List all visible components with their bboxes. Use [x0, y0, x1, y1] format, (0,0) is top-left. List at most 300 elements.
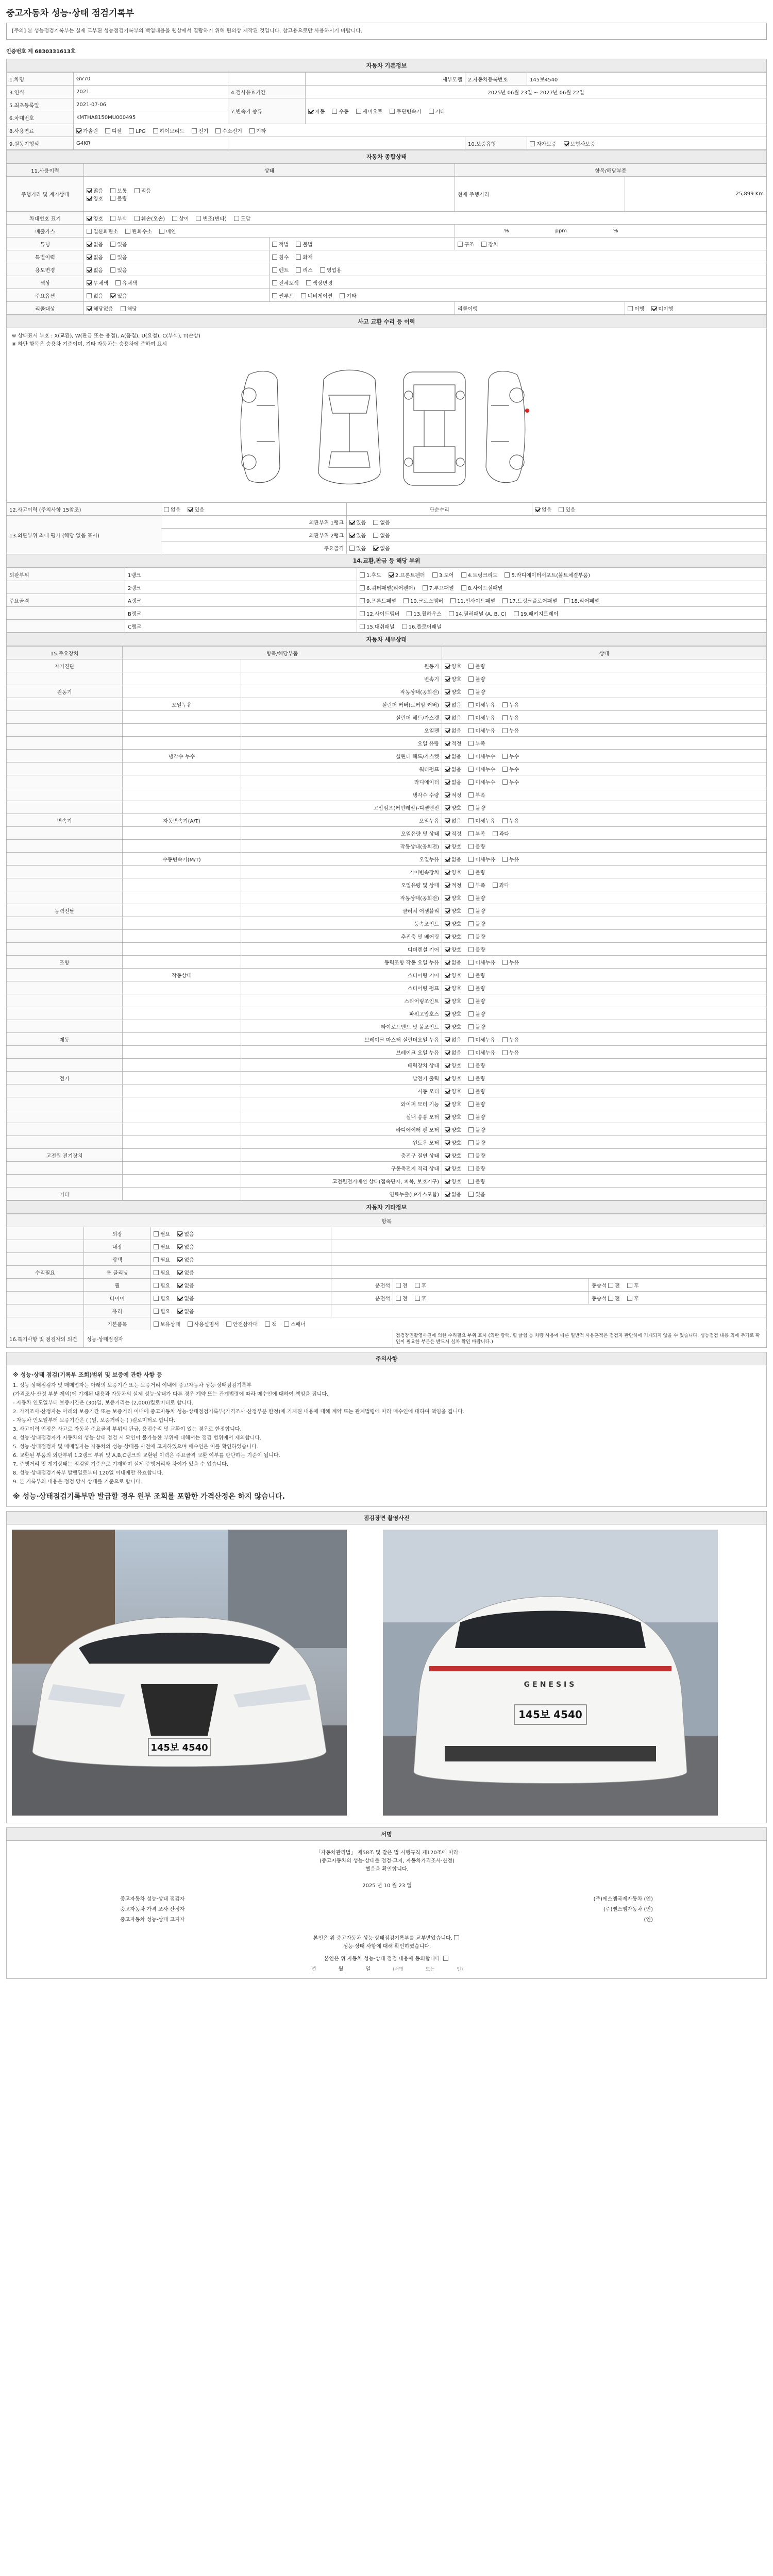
option-d-10-1[interactable] [468, 791, 485, 799]
checkbox-icon[interactable] [445, 1076, 450, 1081]
option-d-17-0[interactable] [445, 881, 461, 889]
checkbox-icon[interactable] [177, 1244, 182, 1249]
option-d-13-0[interactable] [445, 829, 461, 837]
checkbox-icon[interactable] [468, 779, 474, 785]
option-d-40-1[interactable] [468, 1177, 485, 1185]
checkbox-icon[interactable] [172, 216, 177, 221]
option-d-7-2[interactable] [502, 752, 519, 760]
checkbox-icon[interactable] [87, 267, 92, 273]
option-g-r4c-0[interactable] [458, 240, 474, 248]
option-d-31-1[interactable] [468, 1061, 485, 1069]
checkbox-icon[interactable] [445, 1127, 450, 1132]
checkbox-icon[interactable] [651, 306, 657, 311]
option-d-35-1[interactable] [468, 1113, 485, 1121]
checkbox-icon[interactable] [468, 1153, 474, 1158]
option-h-acc-1[interactable] [188, 505, 204, 513]
checkbox-icon[interactable] [502, 598, 508, 603]
checkbox-icon[interactable] [135, 216, 140, 221]
checkbox-icon[interactable] [449, 611, 454, 616]
option-h-rank2-1[interactable] [373, 531, 390, 539]
checkbox-icon[interactable] [265, 1321, 270, 1327]
option-o-3-1[interactable] [177, 1268, 194, 1276]
option-h-rank1-1[interactable] [373, 518, 390, 526]
checkbox-icon[interactable] [445, 908, 450, 913]
checkbox-icon[interactable] [110, 196, 115, 201]
option-d-11-0[interactable] [445, 804, 461, 811]
option-g-r9d-0[interactable] [628, 304, 644, 312]
checkbox-icon[interactable] [445, 664, 450, 669]
option-g-r1-0[interactable] [87, 194, 103, 202]
checkbox-icon[interactable] [445, 1153, 450, 1158]
checkbox-icon[interactable] [445, 870, 450, 875]
option-g-r6b-1[interactable] [296, 266, 312, 274]
option-d-41-1[interactable] [468, 1190, 485, 1198]
checkbox-icon[interactable] [468, 792, 474, 798]
option-d-14-0[interactable] [445, 842, 461, 850]
checkbox-icon[interactable] [535, 507, 540, 512]
option-d-13-2[interactable] [493, 829, 509, 837]
checkbox-icon[interactable] [135, 188, 140, 193]
option-fuel-opts-1[interactable] [105, 127, 122, 134]
option-g-r2-3[interactable] [172, 214, 189, 222]
option-g-r7b-0[interactable] [272, 279, 299, 286]
checkbox-icon[interactable] [153, 128, 158, 133]
checkbox-icon[interactable] [272, 242, 277, 247]
checkbox-icon[interactable] [87, 280, 92, 285]
checkbox-icon[interactable] [154, 1231, 159, 1236]
checkbox-icon[interactable] [356, 109, 361, 114]
option-d-38-0[interactable] [445, 1151, 461, 1159]
option-p-4-1[interactable] [407, 609, 442, 617]
option-p-3-1[interactable] [404, 597, 443, 604]
checkbox-icon[interactable] [306, 280, 311, 285]
checkbox-icon[interactable] [468, 728, 474, 733]
checkbox-icon[interactable] [461, 572, 466, 578]
option-d-22-1[interactable] [468, 945, 485, 953]
checkbox-icon[interactable] [468, 934, 474, 939]
option-o-4-1[interactable] [177, 1281, 194, 1289]
checkbox-icon[interactable] [87, 216, 92, 221]
checkbox-icon[interactable] [468, 676, 474, 682]
checkbox-icon[interactable] [502, 702, 508, 707]
checkbox-icon[interactable] [468, 741, 474, 746]
checkbox-icon[interactable] [296, 255, 301, 260]
checkbox-icon[interactable] [445, 792, 450, 798]
checkbox-icon[interactable] [154, 1244, 159, 1249]
option-g-r4c-1[interactable] [481, 240, 498, 248]
option-d-32-0[interactable] [445, 1074, 461, 1082]
checkbox-icon[interactable] [445, 1037, 450, 1042]
checkbox-icon[interactable] [154, 1257, 159, 1262]
option-d-12-1[interactable] [468, 817, 495, 824]
checkbox-icon[interactable] [320, 267, 325, 273]
option-p-1-2[interactable] [432, 571, 454, 579]
option-d-19-0[interactable] [445, 907, 461, 914]
option-d-9-2[interactable] [502, 778, 519, 786]
option-d-40-0[interactable] [445, 1177, 461, 1185]
checkbox-icon[interactable] [514, 611, 519, 616]
checkbox-icon[interactable] [308, 109, 313, 114]
checkbox-icon[interactable] [177, 1270, 182, 1275]
checkbox-icon[interactable] [445, 715, 450, 720]
option-g-r7a-1[interactable] [115, 279, 137, 286]
checkbox-icon[interactable] [429, 109, 434, 114]
checkbox-icon[interactable] [445, 689, 450, 694]
checkbox-icon[interactable] [432, 572, 438, 578]
checkbox-icon[interactable] [445, 779, 450, 785]
option-d-7-0[interactable] [445, 752, 461, 760]
checkbox-icon[interactable] [458, 242, 463, 247]
option-g-r2-5[interactable] [234, 214, 250, 222]
checkbox-icon[interactable] [468, 1076, 474, 1081]
checkbox-icon[interactable] [468, 754, 474, 759]
checkbox-icon[interactable] [445, 921, 450, 926]
option-warr-opts-1[interactable] [564, 140, 595, 147]
option-g-r6a-0[interactable] [87, 266, 103, 274]
checkbox-icon[interactable] [493, 883, 498, 888]
option-o-5a-1[interactable] [415, 1294, 427, 1302]
option-g-r9a-0[interactable] [87, 304, 113, 312]
option-d-1-1[interactable] [468, 675, 485, 683]
option-o-6-1[interactable] [177, 1307, 194, 1315]
checkbox-icon[interactable] [76, 128, 81, 133]
option-d-25-0[interactable] [445, 984, 461, 992]
checkbox-icon[interactable] [154, 1283, 159, 1288]
checkbox-icon[interactable] [468, 1011, 474, 1016]
checkbox-icon[interactable] [373, 533, 378, 538]
option-o-5-0[interactable] [154, 1294, 170, 1302]
checkbox-icon[interactable] [468, 1089, 474, 1094]
option-d-23-1[interactable] [468, 958, 495, 966]
checkbox-icon[interactable] [445, 676, 450, 682]
option-g-r9d-1[interactable] [651, 304, 673, 312]
option-h-acc-0[interactable] [164, 505, 180, 513]
option-g-r8b-2[interactable] [340, 292, 356, 299]
checkbox-icon[interactable] [450, 598, 456, 603]
option-o-5-1[interactable] [177, 1294, 194, 1302]
checkbox-icon[interactable] [340, 293, 345, 298]
checkbox-icon[interactable] [407, 611, 412, 616]
option-d-15-0[interactable] [445, 855, 461, 863]
checkbox-icon[interactable] [468, 767, 474, 772]
receive-checkbox[interactable] [454, 1935, 459, 1940]
option-o-basic-0[interactable] [154, 1320, 180, 1328]
option-d-17-2[interactable] [493, 881, 509, 889]
checkbox-icon[interactable] [404, 598, 409, 603]
option-g-r4a-0[interactable] [87, 240, 103, 248]
option-o-6-0[interactable] [154, 1307, 170, 1315]
option-d-28-0[interactable] [445, 1023, 461, 1030]
checkbox-icon[interactable] [445, 1114, 450, 1120]
option-h-rank1-0[interactable] [349, 518, 366, 526]
option-g-r7a-0[interactable] [87, 279, 108, 286]
option-o-basic-3[interactable] [265, 1320, 277, 1328]
option-d-4-2[interactable] [502, 714, 519, 721]
checkbox-icon[interactable] [192, 128, 197, 133]
checkbox-icon[interactable] [360, 598, 365, 603]
option-p-2-1[interactable] [423, 584, 454, 591]
option-d-26-1[interactable] [468, 997, 485, 1005]
option-d-24-0[interactable] [445, 971, 461, 979]
checkbox-icon[interactable] [87, 242, 92, 247]
checkbox-icon[interactable] [87, 306, 92, 311]
option-d-41-0[interactable] [445, 1190, 461, 1198]
option-d-21-1[interactable] [468, 933, 485, 940]
checkbox-icon[interactable] [468, 1127, 474, 1132]
checkbox-icon[interactable] [249, 128, 255, 133]
option-d-18-1[interactable] [468, 894, 485, 902]
checkbox-icon[interactable] [445, 728, 450, 733]
option-d-15-2[interactable] [502, 855, 519, 863]
option-fuel-opts-3[interactable] [153, 127, 184, 134]
option-d-31-0[interactable] [445, 1061, 461, 1069]
checkbox-icon[interactable] [627, 1296, 632, 1301]
checkbox-icon[interactable] [87, 196, 92, 201]
checkbox-icon[interactable] [468, 664, 474, 669]
option-p-1-3[interactable] [461, 571, 498, 579]
option-g-r5a-1[interactable] [110, 253, 127, 261]
checkbox-icon[interactable] [502, 1037, 508, 1042]
option-g-r5a-0[interactable] [87, 253, 103, 261]
checkbox-icon[interactable] [110, 188, 115, 193]
option-d-0-0[interactable] [445, 662, 461, 670]
option-d-3-0[interactable] [445, 701, 461, 708]
checkbox-icon[interactable] [226, 1321, 231, 1327]
checkbox-icon[interactable] [445, 805, 450, 810]
option-d-37-0[interactable] [445, 1139, 461, 1146]
checkbox-icon[interactable] [468, 986, 474, 991]
checkbox-icon[interactable] [177, 1283, 182, 1288]
option-d-20-0[interactable] [445, 920, 461, 927]
option-d-24-1[interactable] [468, 971, 485, 979]
checkbox-icon[interactable] [468, 1024, 474, 1029]
option-d-9-0[interactable] [445, 778, 461, 786]
option-g-r8b-0[interactable] [272, 292, 294, 299]
option-d-23-0[interactable] [445, 958, 461, 966]
checkbox-icon[interactable] [272, 267, 277, 273]
option-g-r1-2[interactable] [135, 187, 151, 194]
option-p-2-0[interactable] [360, 584, 415, 591]
checkbox-icon[interactable] [154, 1321, 159, 1327]
checkbox-icon[interactable] [502, 767, 508, 772]
checkbox-icon[interactable] [445, 960, 450, 965]
option-d-32-1[interactable] [468, 1074, 485, 1082]
option-h-simple-0[interactable] [535, 505, 551, 513]
checkbox-icon[interactable] [445, 1024, 450, 1029]
checkbox-icon[interactable] [445, 1063, 450, 1068]
checkbox-icon[interactable] [105, 128, 110, 133]
checkbox-icon[interactable] [530, 141, 535, 146]
option-d-12-0[interactable] [445, 817, 461, 824]
checkbox-icon[interactable] [445, 998, 450, 1004]
option-d-37-1[interactable] [468, 1139, 485, 1146]
checkbox-icon[interactable] [115, 280, 121, 285]
option-d-10-0[interactable] [445, 791, 461, 799]
option-d-34-0[interactable] [445, 1100, 461, 1108]
checkbox-icon[interactable] [296, 242, 301, 247]
checkbox-icon[interactable] [301, 293, 306, 298]
checkbox-icon[interactable] [468, 844, 474, 849]
option-g-r6a-1[interactable] [110, 266, 127, 274]
checkbox-icon[interactable] [284, 1321, 289, 1327]
option-d-8-2[interactable] [502, 765, 519, 773]
option-g-r1-0[interactable] [87, 187, 103, 194]
checkbox-icon[interactable] [215, 128, 221, 133]
option-g-r2-1[interactable] [110, 214, 127, 222]
option-o-4a-1[interactable] [415, 1281, 427, 1289]
checkbox-icon[interactable] [423, 585, 428, 590]
option-d-18-0[interactable] [445, 894, 461, 902]
option-o-4a-0[interactable] [396, 1281, 408, 1289]
option-d-35-0[interactable] [445, 1113, 461, 1121]
option-h-simple-1[interactable] [559, 505, 575, 513]
option-d-8-0[interactable] [445, 765, 461, 773]
option-trans-opts-1[interactable] [332, 107, 348, 115]
checkbox-icon[interactable] [445, 947, 450, 952]
option-d-11-1[interactable] [468, 804, 485, 811]
checkbox-icon[interactable] [415, 1296, 420, 1301]
option-g-r8a-1[interactable] [110, 292, 127, 299]
checkbox-icon[interactable] [177, 1231, 182, 1236]
option-d-29-0[interactable] [445, 1036, 461, 1043]
checkbox-icon[interactable] [445, 1089, 450, 1094]
checkbox-icon[interactable] [272, 255, 277, 260]
checkbox-icon[interactable] [445, 1011, 450, 1016]
checkbox-icon[interactable] [493, 831, 498, 836]
option-d-19-1[interactable] [468, 907, 485, 914]
checkbox-icon[interactable] [468, 702, 474, 707]
checkbox-icon[interactable] [445, 831, 450, 836]
checkbox-icon[interactable] [445, 973, 450, 978]
option-g-r6b-0[interactable] [272, 266, 289, 274]
checkbox-icon[interactable] [502, 857, 508, 862]
option-d-0-1[interactable] [468, 662, 485, 670]
option-g-r3-1[interactable] [125, 227, 152, 235]
checkbox-icon[interactable] [360, 624, 365, 629]
option-fuel-opts-4[interactable] [192, 127, 208, 134]
option-o-5b-1[interactable] [627, 1294, 639, 1302]
option-d-2-1[interactable] [468, 688, 485, 696]
option-o-basic-4[interactable] [284, 1320, 306, 1328]
option-trans-opts-2[interactable] [356, 107, 383, 115]
checkbox-icon[interactable] [481, 242, 486, 247]
option-o-2-0[interactable] [154, 1256, 170, 1263]
checkbox-icon[interactable] [188, 1321, 193, 1327]
option-d-38-1[interactable] [468, 1151, 485, 1159]
option-warr-opts-0[interactable] [530, 140, 557, 147]
option-d-16-0[interactable] [445, 868, 461, 876]
option-g-r1-1[interactable] [110, 194, 127, 202]
checkbox-icon[interactable] [154, 1296, 159, 1301]
checkbox-icon[interactable] [332, 109, 337, 114]
option-o-1-1[interactable] [177, 1243, 194, 1250]
checkbox-icon[interactable] [445, 1101, 450, 1107]
option-p-4-0[interactable] [360, 609, 399, 617]
option-o-basic-1[interactable] [188, 1320, 219, 1328]
option-g-r6b-2[interactable] [320, 266, 342, 274]
checkbox-icon[interactable] [468, 818, 474, 823]
option-o-4b-0[interactable] [608, 1281, 620, 1289]
option-fuel-opts-2[interactable] [129, 128, 145, 134]
checkbox-icon[interactable] [468, 1192, 474, 1197]
option-o-5b-0[interactable] [608, 1294, 620, 1302]
checkbox-icon[interactable] [125, 229, 130, 234]
checkbox-icon[interactable] [390, 109, 395, 114]
option-d-12-2[interactable] [502, 817, 519, 824]
option-g-r4b-0[interactable] [272, 240, 289, 248]
checkbox-icon[interactable] [468, 883, 474, 888]
option-d-13-1[interactable] [468, 829, 485, 837]
option-d-28-1[interactable] [468, 1023, 485, 1030]
option-g-r5b-1[interactable] [296, 253, 312, 261]
option-d-8-1[interactable] [468, 765, 495, 773]
checkbox-icon[interactable] [468, 1179, 474, 1184]
option-d-5-1[interactable] [468, 726, 495, 734]
checkbox-icon[interactable] [360, 611, 365, 616]
option-d-25-1[interactable] [468, 984, 485, 992]
checkbox-icon[interactable] [373, 546, 378, 551]
checkbox-icon[interactable] [502, 754, 508, 759]
option-trans-opts-0[interactable] [308, 107, 325, 115]
option-g-r3-2[interactable] [159, 227, 176, 235]
checkbox-icon[interactable] [505, 572, 510, 578]
option-d-14-1[interactable] [468, 842, 485, 850]
checkbox-icon[interactable] [468, 908, 474, 913]
option-g-r4a-1[interactable] [110, 240, 127, 248]
checkbox-icon[interactable] [468, 870, 474, 875]
checkbox-icon[interactable] [468, 973, 474, 978]
option-d-30-1[interactable] [468, 1048, 495, 1056]
option-p-3-4[interactable] [564, 597, 599, 604]
option-trans-opts-3[interactable] [390, 107, 421, 115]
checkbox-icon[interactable] [608, 1283, 613, 1288]
option-d-29-2[interactable] [502, 1036, 519, 1043]
checkbox-icon[interactable] [468, 960, 474, 965]
option-o-5a-0[interactable] [396, 1294, 408, 1302]
checkbox-icon[interactable] [445, 895, 450, 901]
option-d-4-1[interactable] [468, 714, 495, 721]
option-d-34-1[interactable] [468, 1100, 485, 1108]
checkbox-icon[interactable] [360, 572, 365, 578]
checkbox-icon[interactable] [159, 229, 164, 234]
option-d-1-0[interactable] [445, 675, 461, 683]
option-d-5-2[interactable] [502, 726, 519, 734]
checkbox-icon[interactable] [87, 255, 92, 260]
checkbox-icon[interactable] [468, 921, 474, 926]
option-d-7-1[interactable] [468, 752, 495, 760]
checkbox-icon[interactable] [628, 306, 633, 311]
checkbox-icon[interactable] [502, 728, 508, 733]
checkbox-icon[interactable] [461, 585, 466, 590]
option-d-26-0[interactable] [445, 997, 461, 1005]
option-d-39-0[interactable] [445, 1164, 461, 1172]
option-g-r2-2[interactable] [135, 214, 165, 222]
option-g-r8a-0[interactable] [87, 292, 103, 299]
option-d-16-1[interactable] [468, 868, 485, 876]
checkbox-icon[interactable] [110, 216, 115, 221]
option-g-r7b-1[interactable] [306, 279, 333, 286]
checkbox-icon[interactable] [468, 831, 474, 836]
option-g-r2-4[interactable] [196, 214, 226, 222]
checkbox-icon[interactable] [445, 741, 450, 746]
option-d-6-0[interactable] [445, 739, 461, 747]
option-d-29-1[interactable] [468, 1036, 495, 1043]
checkbox-icon[interactable] [110, 267, 115, 273]
option-d-15-1[interactable] [468, 855, 495, 863]
checkbox-icon[interactable] [445, 767, 450, 772]
checkbox-icon[interactable] [468, 857, 474, 862]
option-p-3-0[interactable] [360, 597, 396, 604]
